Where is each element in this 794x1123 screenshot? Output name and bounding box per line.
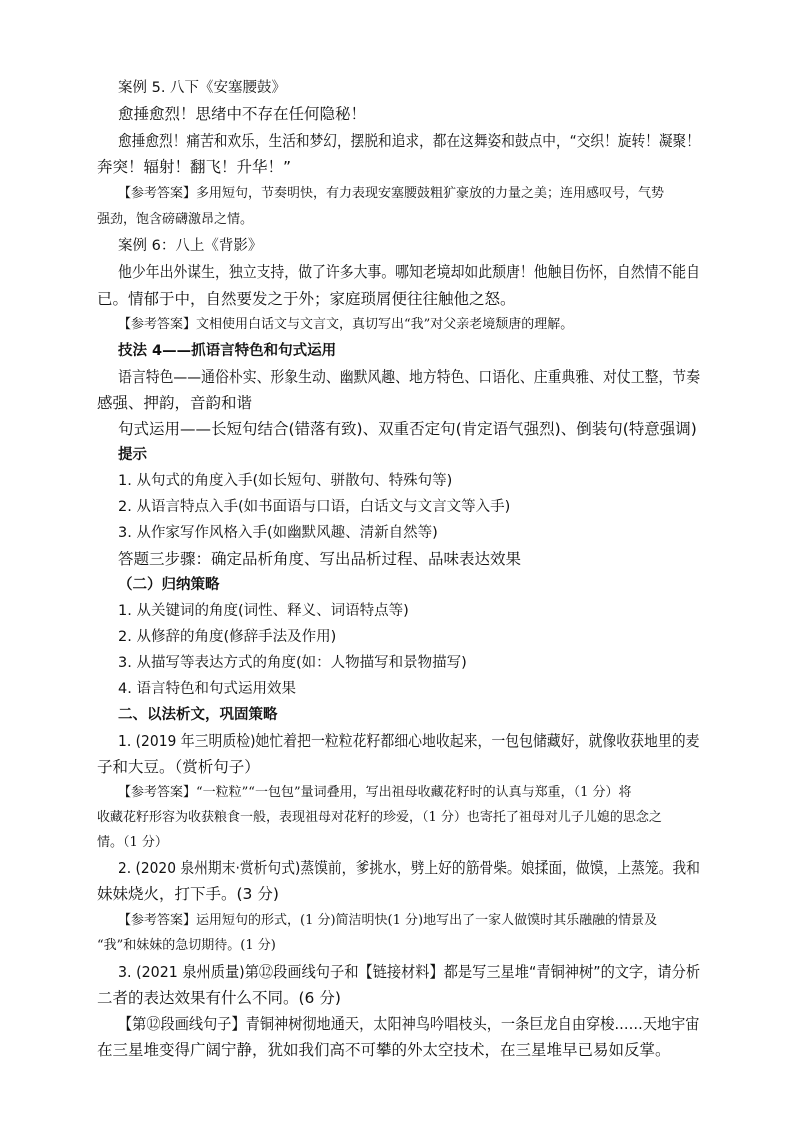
strategy-item-3: 3. 从描写等表达方式的角度(如：人物描写和景物描写) xyxy=(118,655,467,671)
q2-line2: 妹妹烧火，打下手。(3 分) xyxy=(97,885,279,903)
case5-quote-line1: 愈捶愈烈！思绪中不存在任何隐秘！ xyxy=(118,105,367,123)
section-2-heading: 二、以法析文，巩固策略 xyxy=(118,707,278,723)
case5-answer-line1: 【参考答案】多用短句，节奏明快，有力表现安塞腰鼓粗犷豪放的力量之美；连用感叹号，气势 xyxy=(118,186,665,201)
technique4-heading: 技法 4——抓语言特色和句式运用 xyxy=(118,343,337,359)
case5-title: 案例 5. 八下《安塞腰鼓》 xyxy=(118,80,287,96)
language-features-line1: 语言特色——通俗朴实、形象生动、幽默风趣、地方特色、口语化、庄重典雅、对仗工整，节奏 xyxy=(118,368,701,386)
case5-quote-line2: 愈捶愈烈！痛苦和欢乐，生活和梦幻，摆脱和追求，都在这舞姿和鼓点中，“交织！旋转！凝聚！ xyxy=(118,132,700,150)
q2-answer-line2: “我”和妹妹的急切期待。(1 分) xyxy=(97,938,276,953)
case6-title: 案例 6：八上《背影》 xyxy=(118,238,263,254)
q3-line1: 3. (2021 泉州质量)第⑫段画线句子和【链接材料】都是写三星堆“青铜神树”的文字，请分析 xyxy=(118,963,701,981)
q1-answer-line3: 情。（1 分） xyxy=(97,835,168,850)
q2-answer-line1: 【参考答案】运用短句的形式，(1 分)简洁明快(1 分)地写出了一家人做馍时其乐融融的情景及 xyxy=(118,913,658,928)
hint-item-2: 2. 从语言特点入手(如书面语与口语，白话文与文言文等入手) xyxy=(118,499,511,515)
case5-quote-line3: 奔突！辐射！翻飞！升华！” xyxy=(97,158,292,176)
strategy-item-1: 1. 从关键词的角度(词性、释义、词语特点等) xyxy=(118,603,409,619)
case5-answer-line2: 强劲，饱含磅礴激昂之情。 xyxy=(97,212,254,227)
language-features-line2: 感强、押韵，音韵和谐 xyxy=(97,394,253,412)
strategy-item-4: 4. 语言特色和句式运用效果 xyxy=(118,681,296,697)
hint-heading: 提示 xyxy=(118,447,147,463)
q3-material-line2: 在三星堆变得广阔宁静，犹如我们高不可攀的外太空技术，在三星堆早已易如反掌。 xyxy=(97,1041,671,1059)
q1-line1: 1. (2019 年三明质检)她忙着把一粒粒花籽都细心地收起来，一包包储藏好，就像收获地里的麦 xyxy=(118,732,700,750)
q2-line1: 2. (2020 泉州期末·赏析句式)蒸馍前，爹挑水，劈上好的筋骨柴。娘揉面，做馍，上蒸笼。我和 xyxy=(118,859,700,877)
three-steps: 答题三步骤：确定品析角度、写出品析过程、品味表达效果 xyxy=(118,550,522,568)
q1-line2: 子和大豆。（赏析句子） xyxy=(97,758,260,776)
q3-line2: 二者的表达效果有什么不同。(6 分) xyxy=(97,989,341,1007)
strategy-heading: （二）归纳策略 xyxy=(118,577,220,593)
strategy-item-2: 2. 从修辞的角度(修辞手法及作用) xyxy=(118,629,337,645)
case6-quote-line2: 已。情郁于中，自然要发之于外；家庭琐屑便往往触他之怒。 xyxy=(97,290,516,308)
q1-answer-line1: 【参考答案】“一粒粒”“一包包”量词叠用，写出祖母收藏花籽时的认真与郑重，（1 分）将 xyxy=(118,785,632,800)
hint-item-1: 1. 从句式的角度入手(如长短句、骈散句、特殊句等) xyxy=(118,473,453,489)
q3-material-line1: 【第⑫段画线句子】青铜神树彻地通天，太阳神鸟吟唱枝头，一条巨龙自由穿梭……天地宇宙 xyxy=(118,1015,700,1033)
sentence-patterns: 句式运用——长短句结合(错落有致)、双重否定句(肯定语气强烈)、倒装句(特意强调) xyxy=(118,420,697,438)
case6-answer: 【参考答案】文相使用白话文与文言文，真切写出“我”对父亲老境颓唐的理解。 xyxy=(118,317,574,332)
hint-item-3: 3. 从作家写作风格入手(如幽默风趣、清新自然等) xyxy=(118,525,438,541)
q1-answer-line2: 收藏花籽形容为收获粮食一般，表现祖母对花籽的珍爱，（1 分）也寄托了祖母对儿子儿媳的思念之 xyxy=(97,810,662,825)
case6-quote-line1: 他少年出外谋生，独立支持，做了许多大事。哪知老境却如此颓唐！他触目伤怀，自然情不能自 xyxy=(118,263,701,281)
